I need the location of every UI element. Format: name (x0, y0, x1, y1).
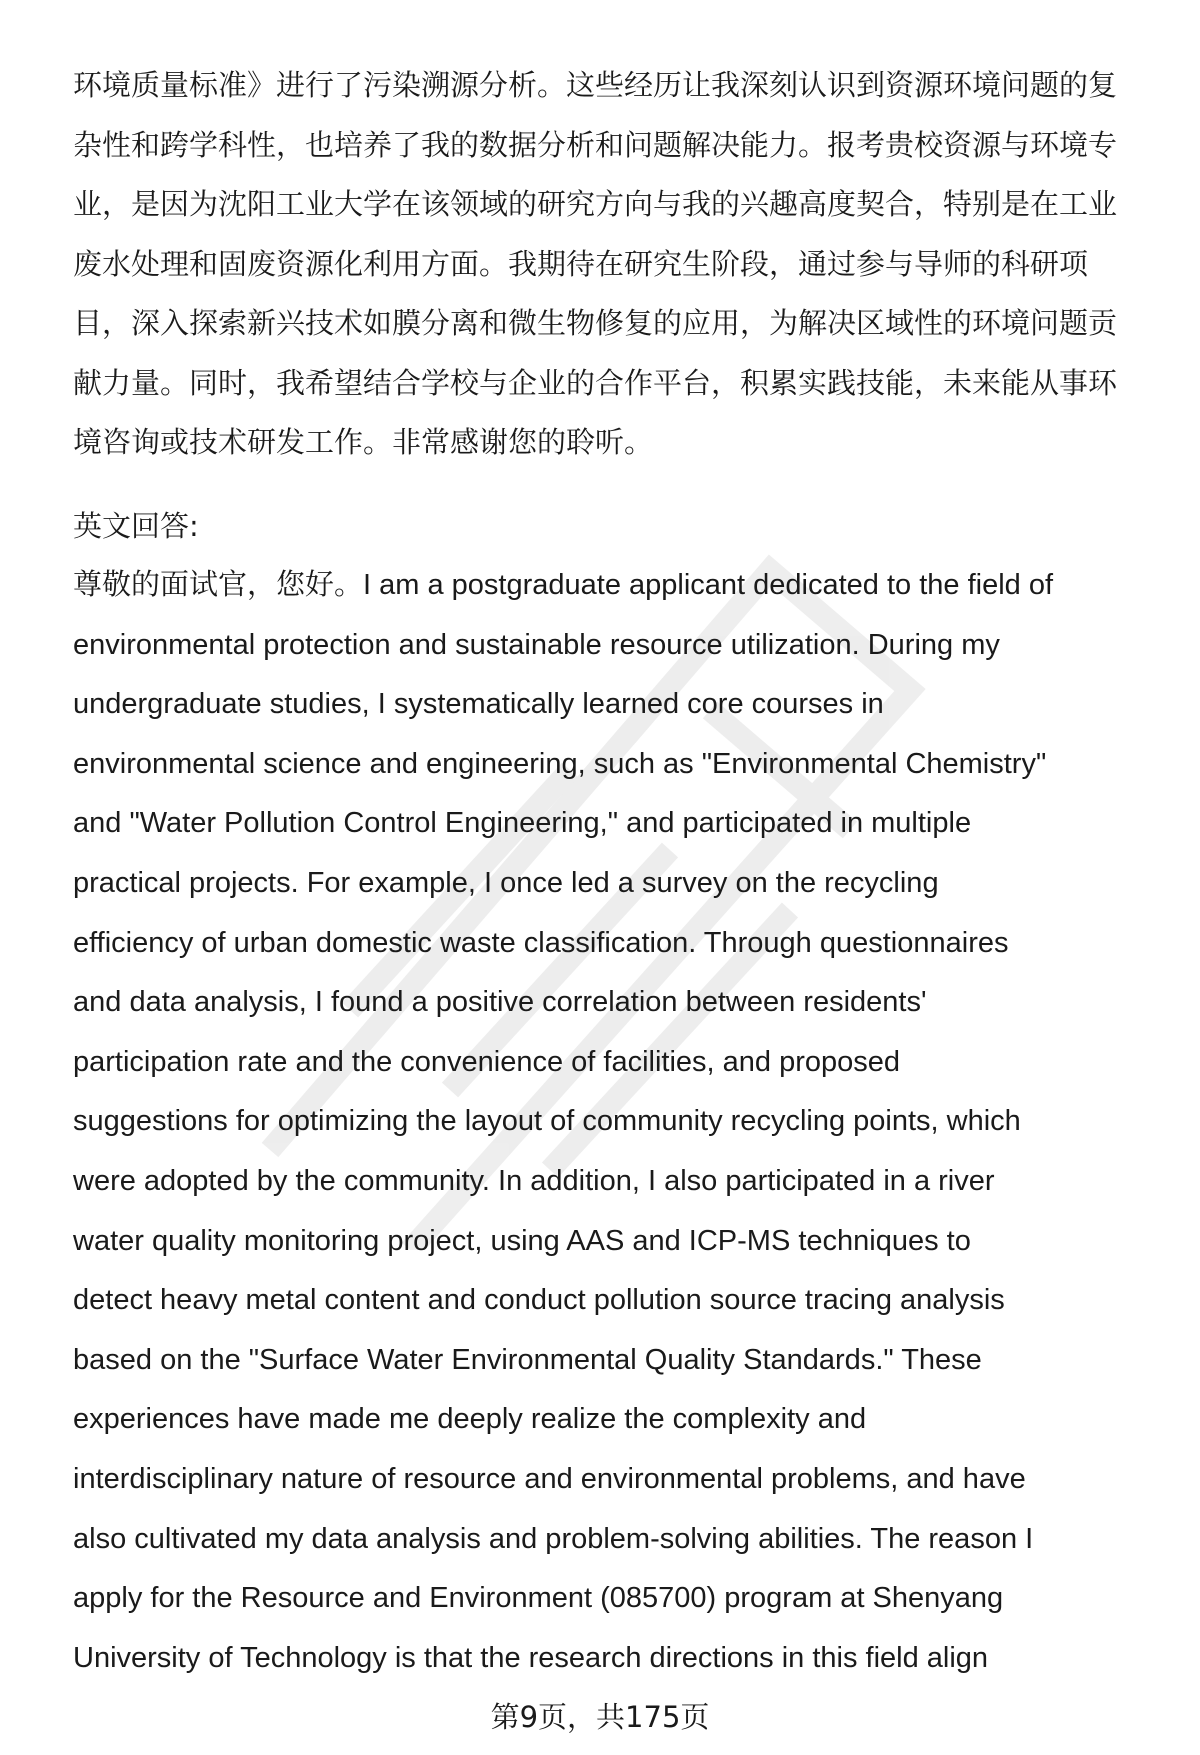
paragraph-line: 业，是因为沈阳工业大学在该领域的研究方向与我的兴趣高度契合，特别是在工业 (73, 187, 1118, 221)
paragraph-line: 境咨询或技术研发工作。非常感谢您的聆听。 (73, 425, 654, 459)
paragraph-line: efficiency of urban domestic waste classification. Through questionnaires (73, 926, 1009, 959)
paragraph-line: 杂性和跨学科性，也培养了我的数据分析和问题解决能力。报考贵校资源与环境专 (73, 127, 1118, 162)
english-answer-heading: 英文回答: (73, 509, 199, 543)
paragraph-line: also cultivated my data analysis and problem-solving abilities. The reason I (73, 1522, 1034, 1555)
paragraph-line: suggestions for optimizing the layout of community recycling points, which (73, 1105, 1021, 1138)
paragraph-line: University of Technology is that the research directions in this field align (73, 1641, 989, 1674)
paragraph-line: 目，深入探索新兴技术如膜分离和微生物修复的应用，为解决区域性的环境问题贡 (73, 306, 1118, 340)
paragraph-line: 废水处理和固废资源化利用方面。我期待在研究生阶段，通过参与导师的科研项 (73, 246, 1089, 281)
paragraph-line: environmental protection and sustainable resource utilization. During my (73, 628, 1000, 661)
intro-paragraph (73, 56, 1148, 473)
paragraph-line: interdisciplinary nature of resource and environmental problems, and have (73, 1462, 1026, 1495)
paragraph-line: environmental science and engineering, such as "Environmental Chemistry" (73, 747, 1047, 780)
paragraph-line: detect heavy metal content and conduct pollution source tracing analysis (73, 1284, 1005, 1317)
page-number-footer: 第9页，共175页 (490, 1700, 710, 1734)
paragraph-line: and data analysis, I found a positive correlation between residents' (73, 986, 927, 1019)
paragraph-line: 献力量。同时，我希望结合学校与企业的合作平台，积累实践技能，未来能从事环 (73, 365, 1118, 400)
paragraph-line: experiences have made me deeply realize the complexity and (73, 1403, 867, 1436)
paragraph-line: apply for the Resource and Environment (085700) program at Shenyang (73, 1582, 1004, 1615)
paragraph-line: were adopted by the community. In addition, I also participated in a river (73, 1164, 995, 1197)
paragraph-line: 尊敬的面试官，您好。I am a postgraduate applicant dedicated to the field of (73, 569, 1054, 601)
paragraph-line: undergraduate studies, I systematically learned core courses in (73, 688, 884, 721)
paragraph-line: participation rate and the convenience of facilities, and proposed (73, 1045, 901, 1078)
paragraph-line: 环境质量标准》进行了污染溯源分析。这些经历让我深刻认识到资源环境问题的复 (73, 68, 1118, 102)
paragraph-line: based on the "Surface Water Environmental Quality Standards." These (73, 1343, 982, 1376)
english-answer-paragraph (73, 556, 1163, 1688)
paragraph-line: water quality monitoring project, using AAS and ICP-MS techniques to (73, 1224, 971, 1257)
paragraph-line: and "Water Pollution Control Engineering," and participated in multiple (73, 807, 972, 840)
paragraph-line: practical projects. For example, I once led a survey on the recycling (73, 866, 939, 899)
